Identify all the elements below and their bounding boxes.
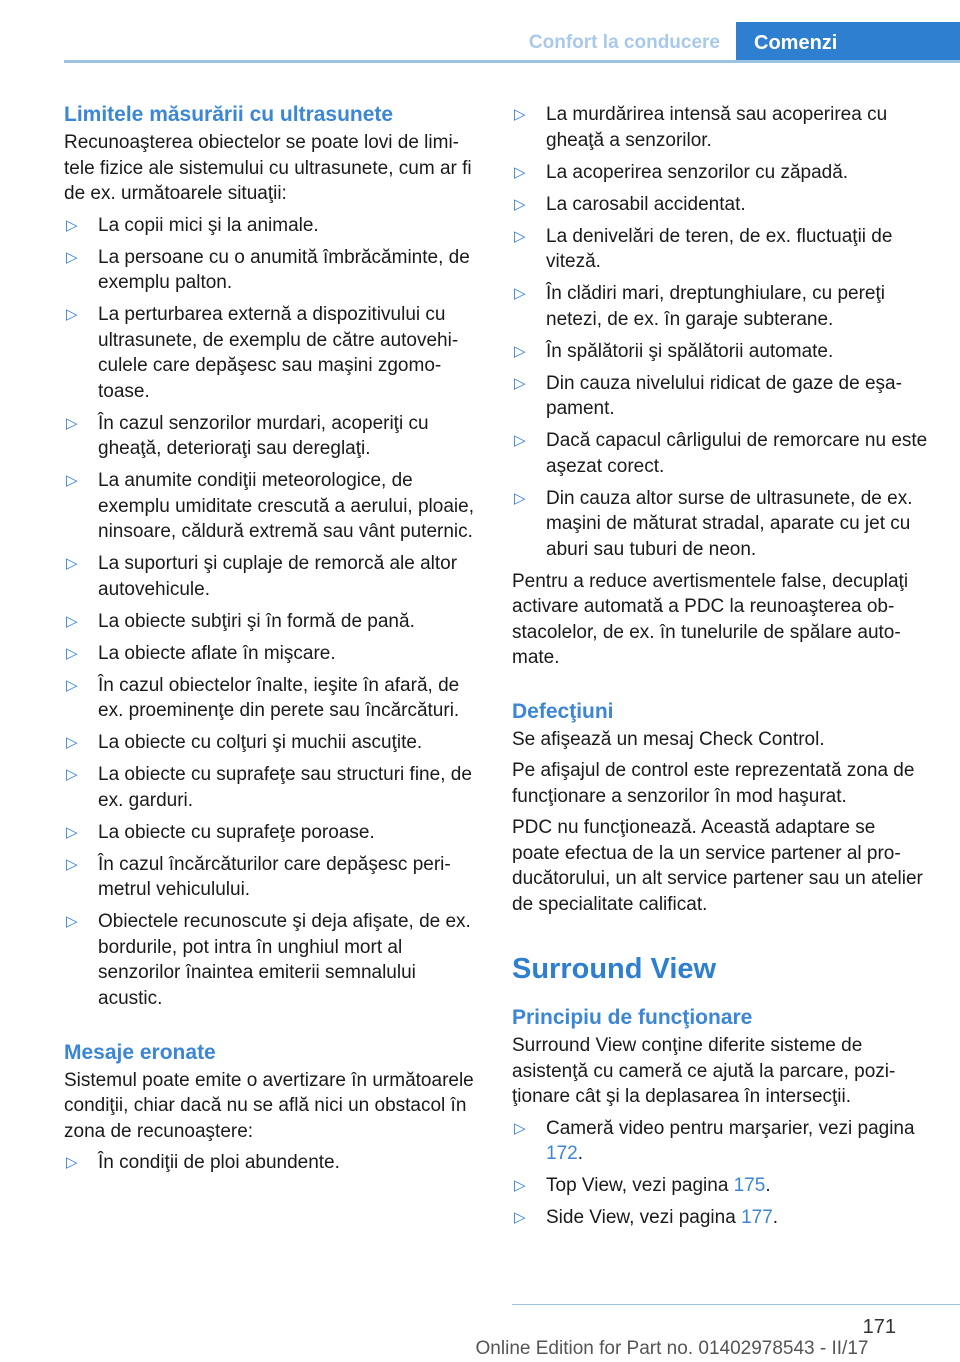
list-item-text: La suporturi şi cuplaje de remorcă ale altor autovehicule. — [98, 553, 458, 600]
list-item — [64, 609, 480, 635]
list-item — [512, 428, 928, 479]
heading-ultrasonic-limits: Limitele măsurării cu ultrasunete — [64, 103, 394, 126]
header-chapter-tab: Comenzi — [736, 22, 960, 63]
page-link[interactable]: 172 — [546, 1143, 578, 1164]
list-item — [64, 909, 480, 1011]
triangle-right-icon: ▷ — [514, 285, 526, 302]
triangle-right-icon: ▷ — [66, 766, 78, 783]
list-item — [512, 1173, 928, 1199]
triangle-right-icon: ▷ — [514, 227, 526, 245]
page-number: 171 — [862, 1316, 896, 1338]
list-item-text: La denivelări de teren, de ex. fluctuaţii de viteză. — [546, 225, 893, 272]
list-item-text: La obiecte subţiri şi în formă de pană. — [98, 610, 415, 632]
list-item-text: În cazul încărcăturilor care depăşesc perimetrul vehiculului. — [98, 853, 451, 900]
list-item-text: Din cauza altor surse de ultrasunete, de ex. maşini de măturat stradal, aparate cu jet cu aburi sau tuburi de neon. — [546, 487, 913, 560]
header-rule — [64, 60, 960, 63]
heading-surround-view: Surround View — [512, 953, 717, 985]
list-item-text: În condiţii de ploi abundente. — [98, 1152, 340, 1173]
triangle-right-icon: ▷ — [514, 1177, 526, 1194]
list-item-text: La perturbarea externă a dispozitivului cu ultrasunete, de exemplu de către autovehiculele care depăşesc sau maşini zgomotoase. — [98, 304, 459, 402]
list-item — [64, 852, 480, 903]
list-item — [512, 192, 928, 218]
paragraph: Se afişează un mesaj Check Control. — [512, 728, 825, 750]
page-link[interactable]: 175 — [733, 1175, 766, 1196]
list-item-text: Top View, vezi pagina — [546, 1175, 734, 1196]
list-item — [512, 160, 928, 186]
list-item-text: La copii mici şi la animale. — [98, 214, 319, 236]
list-item-text: În spălătorii şi spălătorii automate. — [546, 340, 834, 362]
triangle-right-icon: ▷ — [514, 432, 526, 449]
list-item-text: În cazul obiectelor înalte, ieşite în afară, de ex. proeminenţe din perete sau încărcături. — [98, 674, 460, 721]
triangle-right-icon: ▷ — [514, 374, 526, 392]
triangle-right-icon: ▷ — [514, 106, 526, 123]
reference-list — [512, 1116, 928, 1231]
list-item-text: Din cauza nivelului ridicat de gaze de eşapament. — [546, 372, 902, 419]
paragraph: PDC nu funcţionează. Această adaptare se poate efectua de la un service partener al producătorului, un alt service partener sau un atelier de specialitate calificat. — [512, 817, 923, 915]
triangle-right-icon: ▷ — [66, 555, 78, 572]
list-item-text: La persoane cu o anumită îmbrăcăminte, de exemplu palton. — [98, 246, 470, 293]
list-item-text: La carosabil accidentat. — [546, 193, 746, 215]
list-item-text: Obiectele recunoscute şi deja afişate, de ex. bordurile, pot intra în unghiul mort al senzorilor înaintea emiterii semnalului acustic. — [98, 911, 471, 1009]
list-item-text: Cameră video pentru marşarier, vezi pagina — [546, 1117, 915, 1139]
triangle-right-icon: ▷ — [514, 195, 526, 213]
triangle-right-icon: ▷ — [66, 612, 78, 630]
triangle-right-icon: ▷ — [66, 644, 78, 662]
paragraph: Sistemul poate emite o avertizare în următoarele condiţii, chiar dacă nu se află nici un obstacol în zona de recunoaştere: — [64, 1069, 474, 1142]
right-column — [512, 102, 928, 1237]
list-item — [512, 339, 928, 365]
list-item — [512, 1116, 928, 1167]
list-item — [64, 1150, 480, 1176]
list-item — [512, 1205, 928, 1231]
list-item-text: În clădiri mari, dreptunghiulare, cu pereţi netezi, de ex. în garaje subterane. — [546, 283, 886, 330]
list-item — [64, 762, 480, 813]
list-item — [512, 371, 928, 422]
list-item — [64, 551, 480, 602]
list-item-text: La obiecte cu suprafeţe sau structuri fine, de ex. garduri. — [98, 764, 472, 811]
heading-error-messages: Mesaje eronate — [64, 1040, 216, 1064]
list-item-text: Side View, vezi pagina — [546, 1207, 742, 1228]
triangle-right-icon: ▷ — [66, 216, 78, 234]
triangle-right-icon: ▷ — [66, 248, 78, 266]
list-item-text: Dacă capacul cârligului de remorcare nu este aşezat corect. — [546, 430, 928, 477]
list-item — [64, 245, 480, 296]
triangle-right-icon: ▷ — [514, 1119, 526, 1137]
paragraph: Pentru a reduce avertismentele false, decuplaţi activare automată a PDC la reunoaşterea obstacolelor, de ex. în tunelurile de spălare automate. — [512, 570, 909, 668]
left-column — [64, 100, 480, 1182]
list-item — [512, 486, 928, 563]
header-section-title: Confort la conducere — [528, 32, 720, 53]
bullet-list — [64, 1150, 480, 1176]
paragraph: Recunoaşterea obiectelor se poate lovi de limitele fizice ale sistemului cu ultrasunete, cum ar fi de ex. următoarele situaţii: — [64, 132, 472, 204]
bullet-list — [512, 102, 928, 562]
triangle-right-icon: ▷ — [66, 676, 78, 694]
list-item-text: La anumite condiţii meteorologice, de exemplu umiditate crescută a aerului, ploaie, ninsoare, căldură extremă sau vânt puternic. — [98, 470, 474, 542]
triangle-right-icon: ▷ — [514, 1209, 526, 1226]
list-item — [64, 641, 480, 667]
list-item — [512, 102, 928, 153]
list-item-text: La murdărirea intensă sau acoperirea cu gheaţă a senzorilor. — [546, 104, 888, 151]
list-item-text: La obiecte cu colţuri şi muchii ascuţite. — [98, 732, 423, 753]
list-item — [512, 281, 928, 332]
triangle-right-icon: ▷ — [66, 734, 78, 751]
paragraph: Surround View conţine diferite sisteme de asistenţă cu cameră ce ajută la parcare, poziţionare cât şi la deplasarea în intersecţii. — [512, 1035, 896, 1107]
triangle-right-icon: ▷ — [66, 913, 78, 930]
list-item-text: La obiecte cu suprafeţe poroase. — [98, 821, 375, 843]
list-item — [64, 411, 480, 462]
footer-rule — [512, 1304, 960, 1305]
list-item — [64, 673, 480, 724]
triangle-right-icon: ▷ — [514, 342, 526, 360]
triangle-right-icon: ▷ — [66, 823, 78, 841]
triangle-right-icon: ▷ — [66, 1154, 78, 1171]
list-item-text: La acoperirea senzorilor cu zăpadă. — [546, 161, 849, 183]
list-item-text: În cazul senzorilor murdari, acoperiţi cu gheaţă, deterioraţi sau dereglaţi. — [98, 412, 429, 459]
list-item-text: La obiecte aflate în mişcare. — [98, 642, 336, 664]
paragraph: Pe afişajul de control este reprezentată zona de funcţionare a senzorilor în mod haşurat. — [512, 760, 915, 807]
page-link[interactable]: 177 — [741, 1207, 773, 1228]
list-item — [64, 468, 480, 545]
triangle-right-icon: ▷ — [66, 472, 78, 489]
punctuation: . — [765, 1175, 771, 1196]
punctuation: . — [772, 1207, 779, 1228]
heading-malfunctions: Defecţiuni — [512, 699, 614, 723]
list-item — [64, 213, 480, 239]
list-item — [64, 820, 480, 846]
heading-operating-principle: Principiu de funcţionare — [512, 1006, 753, 1029]
edition-note: Online Edition for Part no. 01402978543 - II/17 — [475, 1338, 869, 1359]
triangle-right-icon: ▷ — [66, 414, 78, 432]
triangle-right-icon: ▷ — [514, 163, 526, 181]
list-item — [64, 302, 480, 404]
punctuation: . — [577, 1143, 583, 1164]
triangle-right-icon: ▷ — [514, 489, 526, 507]
triangle-right-icon: ▷ — [66, 306, 78, 323]
list-item — [64, 730, 480, 756]
triangle-right-icon: ▷ — [66, 855, 78, 873]
list-item — [512, 224, 928, 275]
bullet-list — [64, 213, 480, 1012]
